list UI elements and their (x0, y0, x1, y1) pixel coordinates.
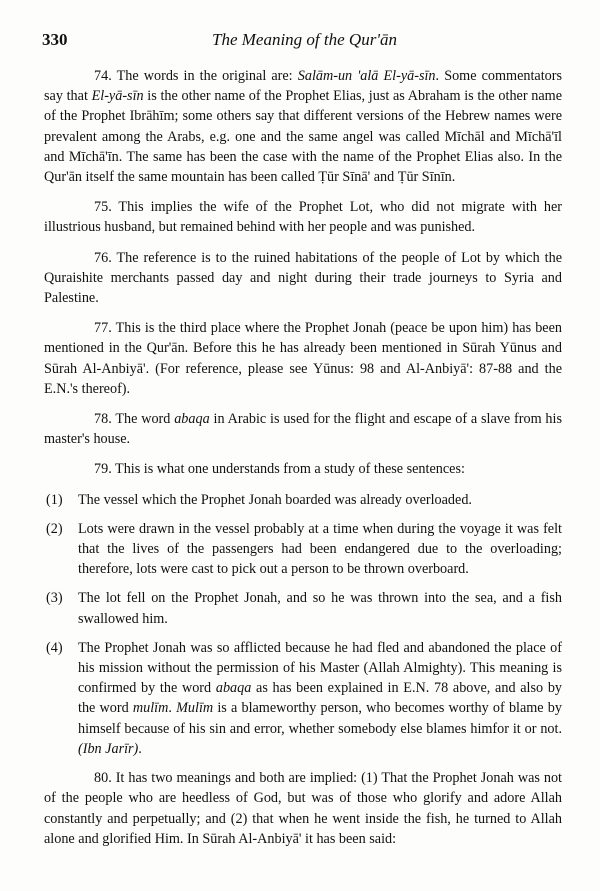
text-run: The lot fell on the Prophet Jonah, and so he was thrown into the sea, and a fish swallowed him. (78, 590, 562, 627)
numbered-point (44, 588, 562, 628)
numbered-point (44, 638, 562, 759)
note-paragraph (44, 66, 562, 187)
text-run: is a blameworthy person, who becomes worthy of blame by himself because of his sin and error, whether somebody else blames himfor it or not. (78, 700, 562, 737)
text-run: The vessel which the Prophet Jonah boarded was already overloaded. (78, 491, 472, 508)
text-run: . (168, 700, 177, 717)
text-run: . (138, 740, 142, 757)
italic-term: Mulīm (176, 700, 214, 717)
numbered-point (44, 519, 562, 580)
text-run: in Arabic is used for the flight and escape of a slave from his master's house. (44, 411, 562, 448)
point-text (78, 521, 562, 577)
text-run: 75. This implies the wife of the Prophet Lot, who did not migrate with her illustrious husband, but remained behind with her people and was punished. (44, 199, 562, 236)
text-run: . Some commentators say that (44, 68, 562, 105)
page-number: 330 (42, 30, 68, 49)
text-run: as has been explained in E.N. 78 above, and also by the word (78, 680, 563, 717)
italic-term: abaqa (174, 411, 210, 428)
text-run: Lots were drawn in the vessel probably at a time when during the voyage it was felt that the lives of the passengers had been endangered due to the overloading; therefore, lots were cast to pick out a person to be thrown overboard. (78, 520, 562, 578)
italic-term: (Ibn Jarīr) (78, 740, 139, 757)
point-number: (2) (46, 520, 63, 537)
numbered-point (44, 490, 562, 510)
italic-term: Salām-un 'alā El-yā-sīn (297, 68, 436, 84)
italic-term: mulīm (132, 700, 169, 717)
note-79-intro: 79. This is what one understands from a study of these sentences: (94, 461, 465, 478)
point-number: (4) (46, 639, 63, 656)
point-text (78, 590, 562, 626)
text-run: 78. The word (94, 411, 175, 428)
italic-term: El-yā-sīn (91, 88, 144, 105)
point-number: (3) (46, 590, 63, 607)
note-80 (44, 768, 562, 849)
page-body (44, 66, 562, 859)
text-run: is the other name of the Prophet Elias, just as Abraham is the other name of the Prophet Ibrāhīm; some others say that different versions of the Hebrew names were prevalent among the Arabs, e.g. one and the same angel was called Mīchāl and Mīchā'īl and Mīchā'īn. The same has been the case with the name of the Prophet Elias also. In the Qur'ān itself the same mountain has been called Ṭūr Sīnā' and Ṭūr Sīnīn. (44, 88, 562, 186)
running-title: The Meaning of the Qur'ān (212, 30, 397, 49)
text-run: 80. It has two meanings and both are implied: (1) That the Prophet Jonah was not of the people who are heedless of God, but was of those who glorify and adore Allah constantly and perpetually; and (2) that when he went inside the fish, he turned to Allah alone and glorified Him. In Sūrah Al-Anbiyā' it has been said: (44, 770, 562, 847)
italic-term: abaqa (215, 680, 252, 697)
page-header (42, 30, 560, 56)
note-paragraph (44, 409, 562, 449)
explanatory-notes (44, 66, 562, 449)
text-run: The Prophet Jonah was so afflicted because he had fled and abandoned the place of his mission without the permission of his Master (Allah Almighty). This meaning is confirmed by the word (78, 639, 562, 697)
text-run: 77. This is the third place where the Prophet Jonah (peace be upon him) has been mentioned in the Qur'ān. Before this he has already been mentioned in Sūrah Yūnus and Sūrah Al-Anbiyā'. (For reference, please see Yūnus: 98 and Al-Anbiyā': 87-88 and the E.N.'s thereof). (44, 320, 562, 397)
text-run: 74. The words in the original are: (94, 68, 298, 84)
point-text (78, 640, 562, 757)
note-paragraph (44, 318, 562, 399)
point-text (78, 492, 472, 508)
note-79-points (44, 490, 562, 759)
note-paragraph (44, 197, 562, 237)
note-paragraph (44, 248, 562, 309)
text-run: 76. The reference is to the ruined habitations of the people of Lot by which the Quraishite merchants passed day and night during their trade journeys to Syria and Palestine. (44, 249, 562, 307)
point-number: (1) (46, 491, 63, 508)
